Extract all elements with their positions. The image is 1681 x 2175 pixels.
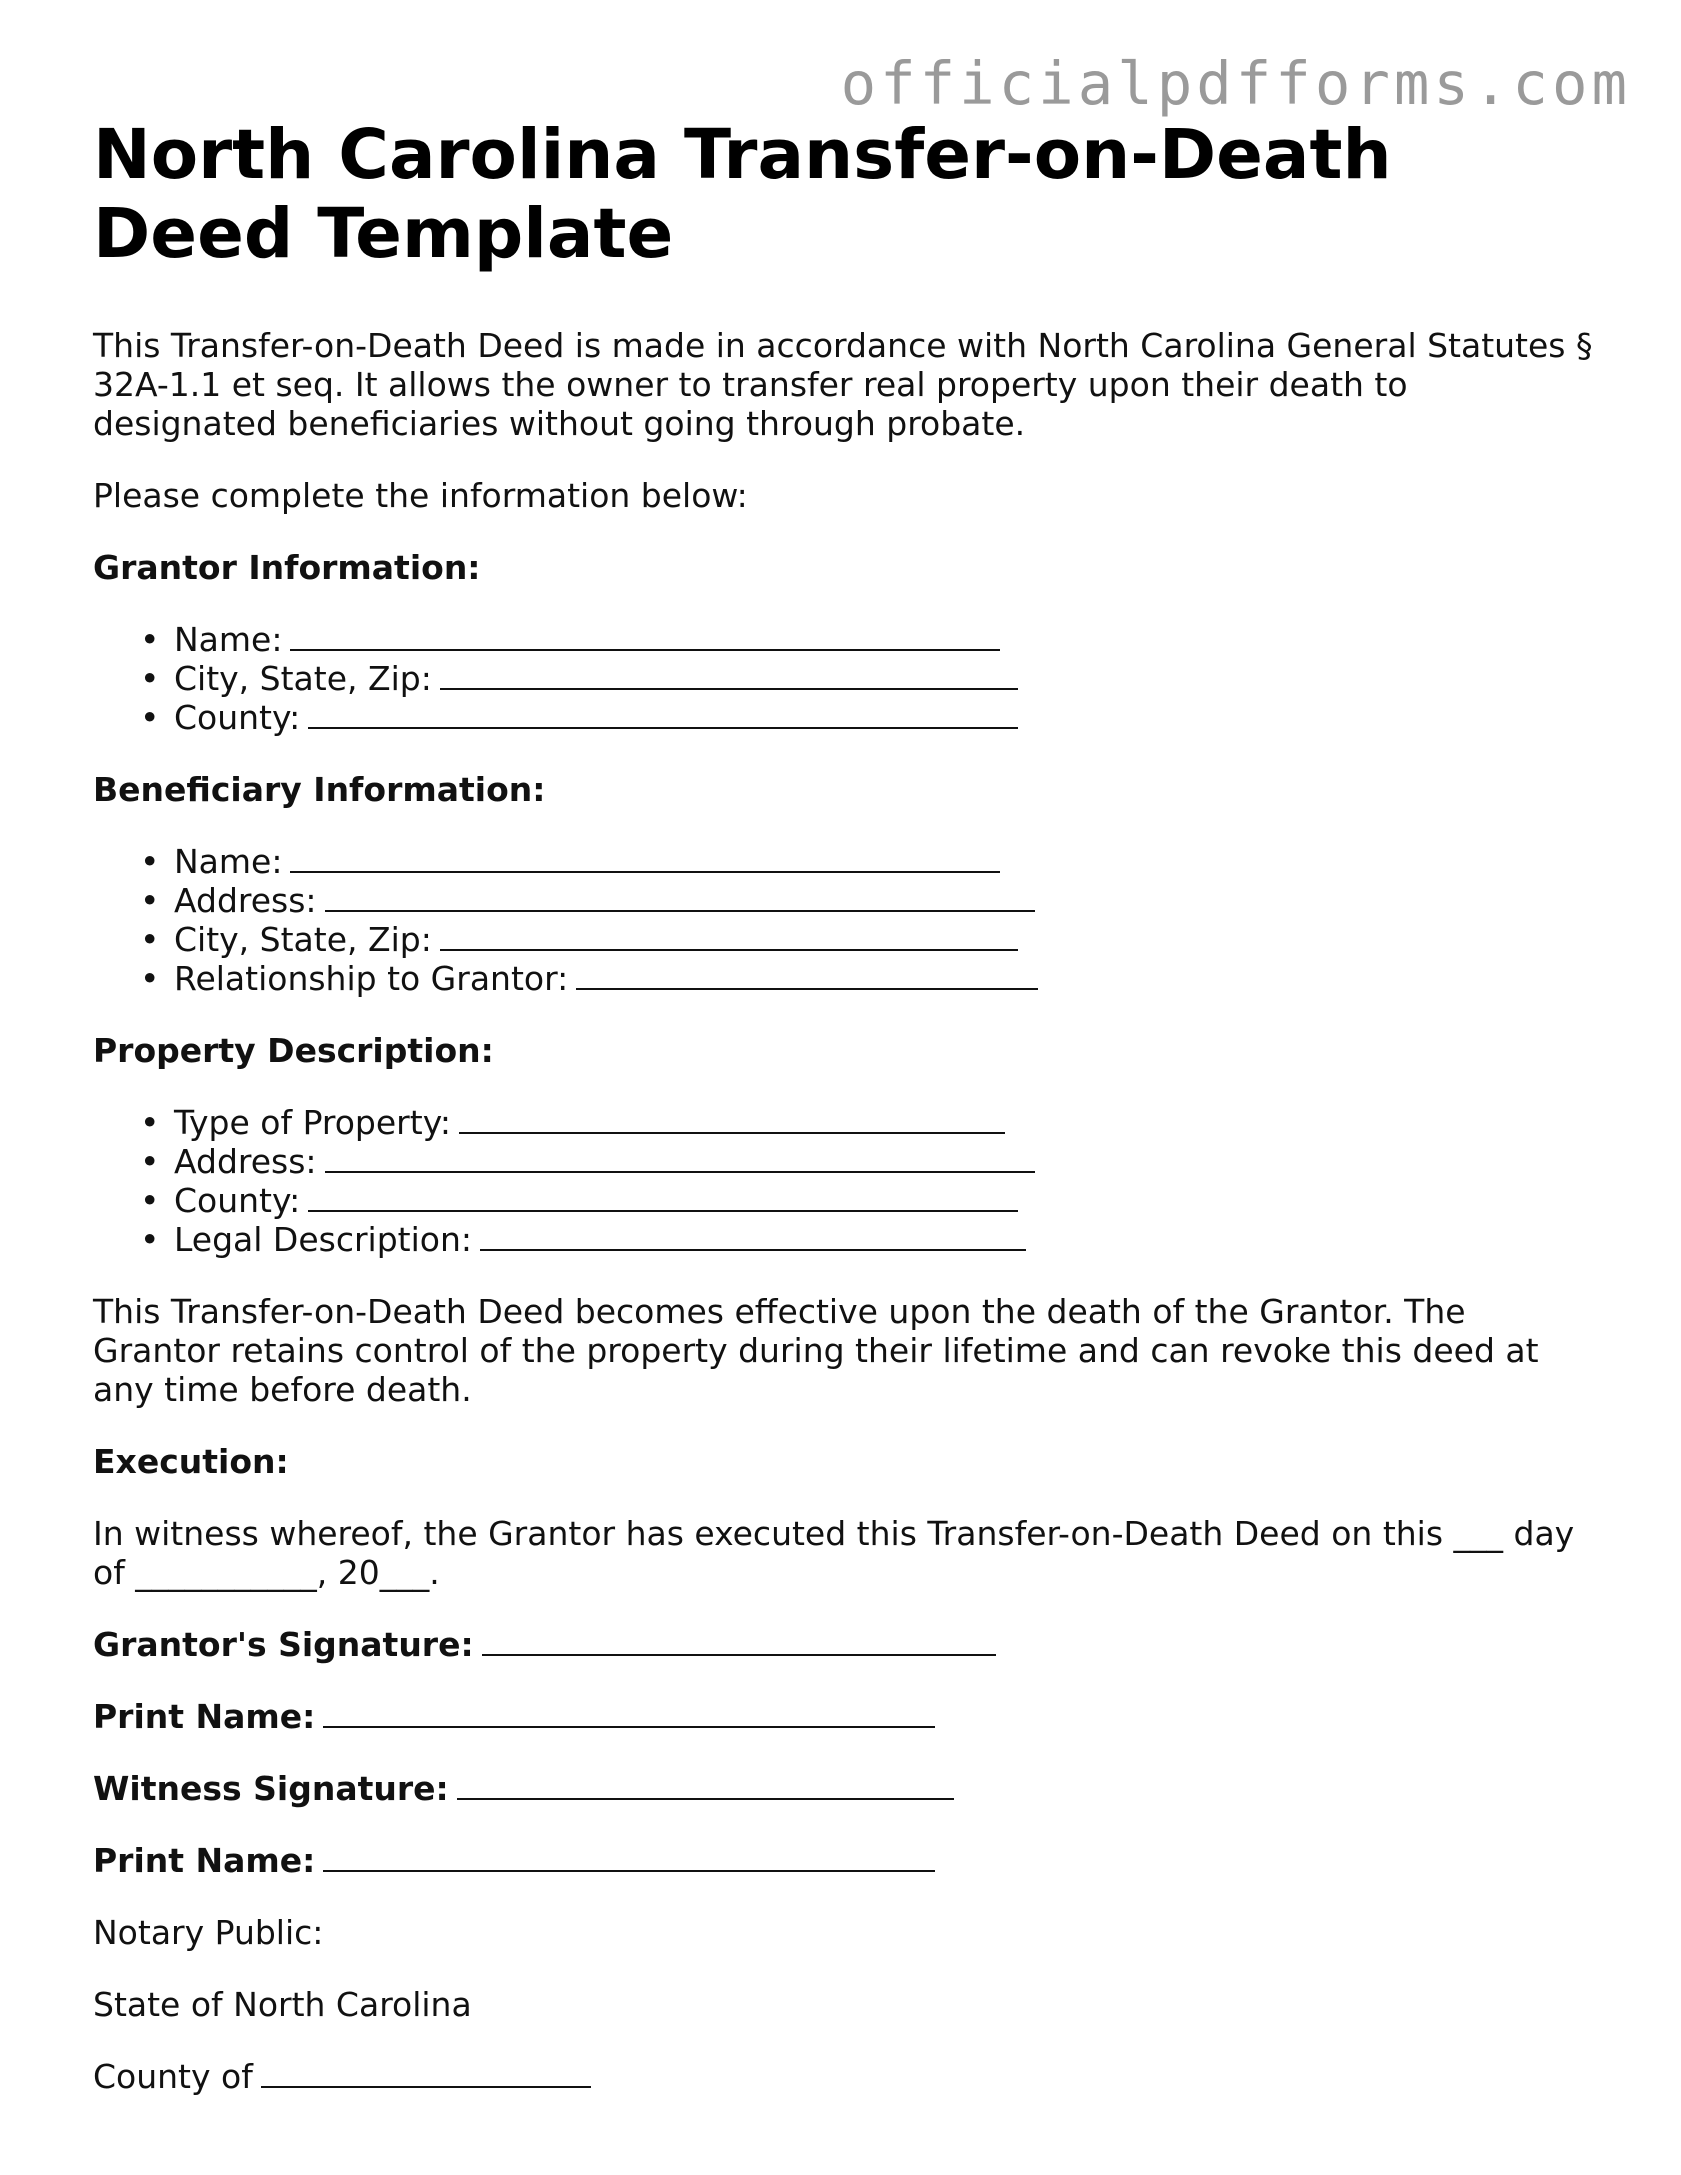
property-type-field[interactable]: • Type of Property: (174, 1103, 1593, 1142)
bullet-icon: • (140, 698, 160, 737)
grantor-county-field[interactable]: • County: (174, 698, 1593, 737)
bullet-icon: • (140, 1142, 160, 1181)
bullet-icon: • (140, 881, 160, 920)
bullet-icon: • (140, 1103, 160, 1142)
execution-heading: Execution: (93, 1442, 289, 1481)
beneficiary-relationship-field[interactable]: • Relationship to Grantor: (174, 959, 1593, 998)
fill-line[interactable] (480, 1221, 1026, 1251)
grantor-heading: Grantor Information: (93, 548, 481, 587)
notary-state: State of North Carolina (93, 1985, 472, 2024)
bullet-icon: • (140, 1181, 160, 1220)
property-legal-description-field[interactable]: • Legal Description: (174, 1220, 1593, 1259)
witness-print-name-field[interactable]: Print Name: (93, 1841, 1593, 1880)
grantor-name-field[interactable]: • Name: (174, 620, 1593, 659)
grantor-fields (93, 620, 1593, 737)
beneficiary-city-state-zip-field[interactable]: • City, State, Zip: (174, 920, 1593, 959)
fill-line[interactable] (576, 960, 1038, 990)
property-heading: Property Description: (93, 1031, 494, 1070)
fill-line[interactable] (440, 921, 1018, 951)
effective-paragraph: This Transfer-on-Death Deed becomes effective upon the death of the Grantor. The Grantor retains control of the property during their lifetime and can revoke this deed at any time before death. (93, 1292, 1539, 1409)
bullet-icon: • (140, 620, 160, 659)
fill-line[interactable] (290, 843, 1000, 873)
beneficiary-fields (93, 842, 1593, 998)
fill-line[interactable] (308, 1182, 1018, 1212)
document-title: North Carolina Transfer-on-Death Deed Template (93, 115, 1392, 274)
beneficiary-address-field[interactable]: • Address: (174, 881, 1593, 920)
witness-signature-field[interactable]: Witness Signature: (93, 1769, 1593, 1808)
property-fields (93, 1103, 1593, 1259)
beneficiary-name-field[interactable]: • Name: (174, 842, 1593, 881)
notary-county-field[interactable]: County of (93, 2057, 1593, 2096)
bullet-icon: • (140, 920, 160, 959)
grantor-city-state-zip-field[interactable]: • City, State, Zip: (174, 659, 1593, 698)
document-page (93, 116, 1593, 2096)
beneficiary-heading: Beneficiary Information: (93, 770, 546, 809)
fill-line[interactable] (457, 1770, 954, 1800)
property-address-field[interactable]: • Address: (174, 1142, 1593, 1181)
grantor-signature-field[interactable]: Grantor's Signature: (93, 1625, 1593, 1664)
fill-line[interactable] (482, 1626, 996, 1656)
fill-line[interactable] (459, 1104, 1005, 1134)
fill-line[interactable] (440, 660, 1018, 690)
instruction-text: Please complete the information below: (93, 476, 748, 515)
bullet-icon: • (140, 659, 160, 698)
bullet-icon: • (140, 959, 160, 998)
fill-line[interactable] (308, 699, 1018, 729)
fill-line[interactable] (323, 1698, 935, 1728)
bullet-icon: • (140, 842, 160, 881)
fill-line[interactable] (290, 621, 1000, 651)
notary-label: Notary Public: (93, 1913, 324, 1952)
grantor-print-name-field[interactable]: Print Name: (93, 1697, 1593, 1736)
intro-paragraph: This Transfer-on-Death Deed is made in accordance with North Carolina General Statutes § 32A-1.1 et seq. It allows the owner to transfer real property upon their death to designated beneficiaries without going through probate. (93, 326, 1593, 443)
fill-line[interactable] (261, 2058, 591, 2088)
fill-line[interactable] (325, 1143, 1035, 1173)
property-county-field[interactable]: • County: (174, 1181, 1593, 1220)
bullet-icon: • (140, 1220, 160, 1259)
execution-date-line: In witness whereof, the Grantor has executed this Transfer-on-Death Deed on this ___ day of ___________, 20___. (93, 1514, 1575, 1592)
fill-line[interactable] (323, 1842, 935, 1872)
watermark: officialpdfforms.com (840, 49, 1631, 118)
fill-line[interactable] (325, 882, 1035, 912)
